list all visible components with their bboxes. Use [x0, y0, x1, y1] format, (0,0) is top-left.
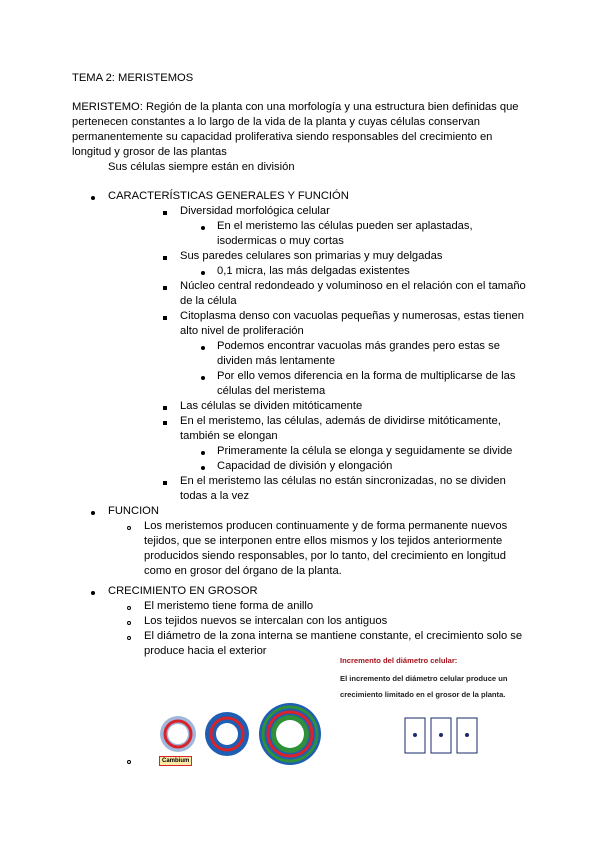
figure-caption-title: Incremento del diámetro celular:	[340, 656, 458, 665]
square-bullet-icon	[163, 211, 167, 215]
list-item: Primeramente la célula se elonga y seguidamente se divide	[217, 445, 513, 457]
ring-small	[160, 716, 196, 752]
list-item: Capacidad de división y elongación	[217, 460, 393, 472]
list-item: Sus paredes celulares son primarias y muy delgadas	[180, 250, 443, 262]
definition-line: pertenecen constantes a lo largo de la vida de la planta y cuyas células conservan	[72, 116, 480, 128]
square-bullet-icon	[163, 406, 167, 410]
list-item: Citoplasma denso con vacuolas pequeñas y numerosas, estas tienen	[180, 310, 524, 322]
bullet-icon	[201, 226, 205, 230]
circle-bullet-icon	[127, 621, 131, 625]
circle-bullet-icon	[127, 636, 131, 640]
list-item: El meristemo tiene forma de anillo	[144, 600, 314, 612]
bullet-icon	[201, 271, 205, 275]
list-item: Núcleo central redondeado y voluminoso en el relación con el tamaño	[180, 280, 526, 292]
list-item: En el meristemo las células pueden ser aplastadas,	[217, 220, 473, 232]
list-item: de la célula	[180, 295, 237, 307]
section-heading-funcion: FUNCION	[108, 505, 159, 517]
list-item: Los tejidos nuevos se intercalan con los antiguos	[144, 615, 388, 627]
section-heading-grosor: CRECIMIENTO EN GROSOR	[108, 585, 258, 597]
list-item: Diversidad morfológica celular	[180, 205, 330, 217]
list-item: Las células se dividen mitóticamente	[180, 400, 363, 412]
bullet-icon	[201, 346, 205, 350]
cell	[457, 718, 477, 753]
figure-caption-line: crecimiento limitado en el grosor de la planta.	[340, 690, 506, 699]
definition-note: Sus células siempre están en división	[108, 161, 295, 173]
list-item: 0,1 micra, las más delgadas existentes	[217, 265, 410, 277]
section-heading-caracteristicas: CARACTERÍSTICAS GENERALES Y FUNCIÓN	[108, 190, 349, 202]
cambium-label: Cambium	[159, 756, 192, 766]
list-item: En el meristemo las células no están sincronizadas, no se dividen	[180, 475, 506, 487]
paragraph-line: tejidos, que se interponen entre ellos mismos y los tejidos anteriormente	[144, 535, 503, 547]
list-item: Podemos encontrar vacuolas más grandes pero estas se	[217, 340, 500, 352]
list-item: dividen más lentamente	[217, 355, 336, 367]
list-item: todas a la vez	[180, 490, 250, 502]
bullet-icon	[91, 511, 95, 515]
circle-bullet-icon	[127, 760, 131, 764]
paragraph-line: Los meristemos producen continuamente y de forma permanente nuevos	[144, 520, 508, 532]
list-item: El diámetro de la zona interna se mantiene constante, el crecimiento solo se	[144, 630, 523, 642]
paragraph-line: producidos siendo responsables, por lo tanto, del crecimiento en longitud	[144, 550, 506, 562]
ring-medium	[205, 712, 249, 756]
definition-line: longitud y grosor de las plantas	[72, 146, 227, 158]
bullet-icon	[91, 591, 95, 595]
elongated-cells-diagram	[404, 717, 484, 755]
list-item: células del meristema	[217, 385, 326, 397]
square-bullet-icon	[163, 256, 167, 260]
circle-bullet-icon	[127, 526, 131, 530]
square-bullet-icon	[163, 316, 167, 320]
list-item: Por ello vemos diferencia en la forma de multiplicarse de las	[217, 370, 516, 382]
bullet-icon	[91, 196, 95, 200]
square-bullet-icon	[163, 481, 167, 485]
ring-large	[259, 703, 321, 765]
list-item: también se elongan	[180, 430, 278, 442]
cell	[431, 718, 451, 753]
bullet-icon	[201, 466, 205, 470]
bullet-icon	[201, 451, 205, 455]
paragraph-line: como en grosor del órgano de la planta.	[144, 565, 342, 577]
figure-caption-line: El incremento del diámetro celular produce un	[340, 674, 508, 683]
list-item: alto nivel de proliferación	[180, 325, 304, 337]
page-title: TEMA 2: MERISTEMOS	[72, 72, 194, 84]
bullet-icon	[201, 376, 205, 380]
definition-line: MERISTEMO: Región de la planta con una morfología y una estructura bien definidas que	[72, 101, 519, 113]
definition-line: permanentemente su capacidad proliferativa siendo responsables del crecimiento en	[72, 131, 493, 143]
square-bullet-icon	[163, 286, 167, 290]
square-bullet-icon	[163, 421, 167, 425]
list-item: isodermicas o muy cortas	[217, 235, 344, 247]
circle-bullet-icon	[127, 606, 131, 610]
list-item: En el meristemo, las células, además de dividirse mitóticamente,	[180, 415, 501, 427]
list-item: produce hacia el exterior	[144, 645, 267, 657]
cell	[405, 718, 425, 753]
